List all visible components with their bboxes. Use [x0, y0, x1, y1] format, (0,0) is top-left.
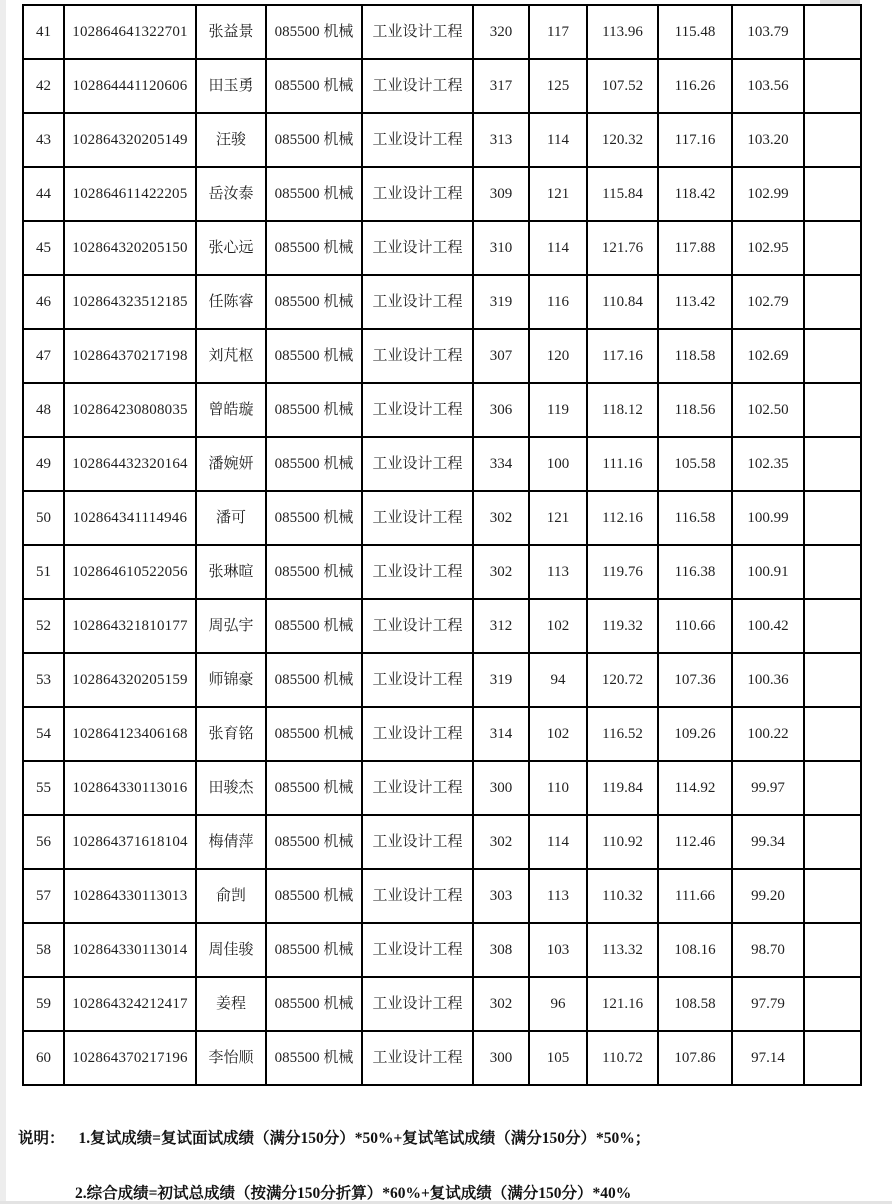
notes-label: 说明： [18, 1130, 65, 1147]
cell-major-name: 工业设计工程 [362, 815, 473, 869]
cell-major-code: 085500 机械 [266, 599, 362, 653]
cell-blank [804, 59, 861, 113]
cell-row-number: 58 [23, 923, 64, 977]
cell-blank [804, 869, 861, 923]
cell-score-5: 100.91 [732, 545, 804, 599]
cell-major-code: 085500 机械 [266, 383, 362, 437]
cell-name: 刘芃枢 [196, 329, 266, 383]
cell-name: 梅倩萍 [196, 815, 266, 869]
cell-score-3: 113.32 [587, 923, 658, 977]
cell-score-2: 121 [529, 491, 587, 545]
cell-blank [804, 977, 861, 1031]
cell-score-2: 120 [529, 329, 587, 383]
note-formula-1: 1.复试成绩=复试面试成绩（满分150分）*50%+复试笔试成绩（满分150分）*50%； [78, 1130, 651, 1147]
cell-name: 田骏杰 [196, 761, 266, 815]
cell-name: 张心远 [196, 221, 266, 275]
cell-score-3: 110.84 [587, 275, 658, 329]
cell-name: 周弘宇 [196, 599, 266, 653]
table-row [23, 59, 861, 113]
note-line-2 [0, 1181, 892, 1203]
cell-score-3: 119.32 [587, 599, 658, 653]
cell-score-5: 102.99 [732, 167, 804, 221]
cell-candidate-id: 102864123406168 [64, 707, 196, 761]
cell-candidate-id: 102864320205159 [64, 653, 196, 707]
cell-blank [804, 275, 861, 329]
cell-major-code: 085500 机械 [266, 761, 362, 815]
cell-score-2: 96 [529, 977, 587, 1031]
cell-score-2: 110 [529, 761, 587, 815]
cell-candidate-id: 102864320205149 [64, 113, 196, 167]
cell-score-4: 118.56 [658, 383, 732, 437]
cell-blank [804, 437, 861, 491]
cell-major-code: 085500 机械 [266, 113, 362, 167]
cell-row-number: 59 [23, 977, 64, 1031]
admission-results-table [22, 4, 862, 1086]
cell-score-3: 121.76 [587, 221, 658, 275]
cell-score-4: 113.42 [658, 275, 732, 329]
cell-blank [804, 1031, 861, 1085]
cell-name: 曾皓璇 [196, 383, 266, 437]
cell-major-code: 085500 机械 [266, 707, 362, 761]
cell-score-1: 309 [473, 167, 529, 221]
cell-blank [804, 545, 861, 599]
cell-score-4: 118.58 [658, 329, 732, 383]
cell-score-1: 314 [473, 707, 529, 761]
cell-candidate-id: 102864323512185 [64, 275, 196, 329]
cell-score-1: 310 [473, 221, 529, 275]
cell-row-number: 60 [23, 1031, 64, 1085]
cell-row-number: 48 [23, 383, 64, 437]
cell-score-2: 103 [529, 923, 587, 977]
table-row [23, 491, 861, 545]
cell-blank [804, 707, 861, 761]
cell-score-2: 100 [529, 437, 587, 491]
notes-section [0, 1126, 892, 1203]
cell-score-1: 319 [473, 275, 529, 329]
cell-score-3: 115.84 [587, 167, 658, 221]
cell-major-name: 工业设计工程 [362, 491, 473, 545]
note-formula-2: 2.综合成绩=初试总成绩（按满分150分折算）*60%+复试成绩（满分150分）*40% [75, 1185, 632, 1202]
table-row [23, 815, 861, 869]
cell-score-5: 99.97 [732, 761, 804, 815]
cell-score-1: 303 [473, 869, 529, 923]
cell-row-number: 42 [23, 59, 64, 113]
cell-major-name: 工业设计工程 [362, 113, 473, 167]
cell-score-2: 114 [529, 815, 587, 869]
cell-name: 张琳暄 [196, 545, 266, 599]
cell-major-code: 085500 机械 [266, 491, 362, 545]
cell-score-2: 102 [529, 599, 587, 653]
table-row [23, 383, 861, 437]
cell-candidate-id: 102864370217196 [64, 1031, 196, 1085]
cell-score-2: 117 [529, 5, 587, 59]
cell-score-4: 112.46 [658, 815, 732, 869]
cell-score-4: 109.26 [658, 707, 732, 761]
cell-score-3: 121.16 [587, 977, 658, 1031]
cell-score-5: 98.70 [732, 923, 804, 977]
table-row [23, 977, 861, 1031]
cell-score-4: 105.58 [658, 437, 732, 491]
cell-major-name: 工业设计工程 [362, 221, 473, 275]
cell-name: 周佳骏 [196, 923, 266, 977]
table-row [23, 761, 861, 815]
cell-score-5: 100.36 [732, 653, 804, 707]
cell-score-3: 110.92 [587, 815, 658, 869]
cell-candidate-id: 102864371618104 [64, 815, 196, 869]
cell-major-code: 085500 机械 [266, 815, 362, 869]
cell-major-code: 085500 机械 [266, 653, 362, 707]
cell-major-code: 085500 机械 [266, 977, 362, 1031]
cell-row-number: 53 [23, 653, 64, 707]
cell-score-4: 108.16 [658, 923, 732, 977]
cell-name: 李怡顺 [196, 1031, 266, 1085]
cell-major-code: 085500 机械 [266, 275, 362, 329]
cell-major-code: 085500 机械 [266, 545, 362, 599]
table-row [23, 707, 861, 761]
cell-row-number: 47 [23, 329, 64, 383]
cell-name: 岳汝泰 [196, 167, 266, 221]
cell-score-5: 102.35 [732, 437, 804, 491]
cell-score-4: 108.58 [658, 977, 732, 1031]
cell-row-number: 52 [23, 599, 64, 653]
cell-score-1: 302 [473, 545, 529, 599]
cell-name: 潘可 [196, 491, 266, 545]
cell-candidate-id: 102864341114946 [64, 491, 196, 545]
cell-score-2: 114 [529, 113, 587, 167]
cell-name: 姜程 [196, 977, 266, 1031]
cell-score-1: 312 [473, 599, 529, 653]
cell-name: 任陈睿 [196, 275, 266, 329]
cell-candidate-id: 102864320205150 [64, 221, 196, 275]
cell-score-5: 99.20 [732, 869, 804, 923]
cell-score-3: 120.72 [587, 653, 658, 707]
cell-major-code: 085500 机械 [266, 221, 362, 275]
table-row [23, 923, 861, 977]
cell-blank [804, 221, 861, 275]
cell-score-5: 102.69 [732, 329, 804, 383]
cell-score-4: 116.26 [658, 59, 732, 113]
cell-major-name: 工业设计工程 [362, 869, 473, 923]
cell-row-number: 57 [23, 869, 64, 923]
cell-score-5: 99.34 [732, 815, 804, 869]
cell-score-4: 118.42 [658, 167, 732, 221]
cell-candidate-id: 102864330113014 [64, 923, 196, 977]
results-table-body [23, 5, 861, 1085]
cell-candidate-id: 102864321810177 [64, 599, 196, 653]
table-row [23, 437, 861, 491]
cell-major-name: 工业设计工程 [362, 599, 473, 653]
cell-name: 田玉勇 [196, 59, 266, 113]
cell-major-name: 工业设计工程 [362, 383, 473, 437]
cell-score-5: 102.95 [732, 221, 804, 275]
table-row [23, 329, 861, 383]
cell-candidate-id: 102864432320164 [64, 437, 196, 491]
cell-major-name: 工业设计工程 [362, 59, 473, 113]
cell-score-3: 113.96 [587, 5, 658, 59]
cell-score-3: 117.16 [587, 329, 658, 383]
table-row [23, 221, 861, 275]
cell-score-4: 116.38 [658, 545, 732, 599]
cell-score-2: 94 [529, 653, 587, 707]
cell-score-3: 119.76 [587, 545, 658, 599]
cell-score-1: 308 [473, 923, 529, 977]
cell-blank [804, 5, 861, 59]
cell-row-number: 55 [23, 761, 64, 815]
cell-score-1: 320 [473, 5, 529, 59]
cell-score-3: 107.52 [587, 59, 658, 113]
cell-score-5: 102.50 [732, 383, 804, 437]
cell-major-code: 085500 机械 [266, 5, 362, 59]
cell-score-5: 100.99 [732, 491, 804, 545]
cell-name: 俞剀 [196, 869, 266, 923]
table-row [23, 653, 861, 707]
cell-major-name: 工业设计工程 [362, 977, 473, 1031]
table-row [23, 167, 861, 221]
cell-major-name: 工业设计工程 [362, 923, 473, 977]
cell-score-5: 103.56 [732, 59, 804, 113]
cell-score-4: 107.86 [658, 1031, 732, 1085]
cell-score-1: 302 [473, 977, 529, 1031]
table-row [23, 599, 861, 653]
cell-major-name: 工业设计工程 [362, 329, 473, 383]
cell-score-1: 319 [473, 653, 529, 707]
cell-score-5: 97.14 [732, 1031, 804, 1085]
cell-blank [804, 491, 861, 545]
cell-major-name: 工业设计工程 [362, 275, 473, 329]
cell-major-code: 085500 机械 [266, 167, 362, 221]
table-row [23, 545, 861, 599]
cell-score-1: 334 [473, 437, 529, 491]
table-row [23, 113, 861, 167]
cell-major-name: 工业设计工程 [362, 1031, 473, 1085]
table-row [23, 275, 861, 329]
cell-score-1: 313 [473, 113, 529, 167]
cell-score-5: 103.79 [732, 5, 804, 59]
cell-score-5: 103.20 [732, 113, 804, 167]
cell-blank [804, 329, 861, 383]
cell-name: 师锦豪 [196, 653, 266, 707]
cell-blank [804, 653, 861, 707]
cell-score-2: 105 [529, 1031, 587, 1085]
table-row [23, 5, 861, 59]
cell-score-5: 100.42 [732, 599, 804, 653]
cell-major-code: 085500 机械 [266, 1031, 362, 1085]
cell-score-2: 113 [529, 869, 587, 923]
cell-blank [804, 923, 861, 977]
cell-blank [804, 761, 861, 815]
cell-major-name: 工业设计工程 [362, 5, 473, 59]
cell-blank [804, 167, 861, 221]
cell-score-4: 107.36 [658, 653, 732, 707]
cell-row-number: 49 [23, 437, 64, 491]
cell-score-1: 300 [473, 1031, 529, 1085]
cell-score-3: 120.32 [587, 113, 658, 167]
table-row [23, 1031, 861, 1085]
page-left-edge [0, 0, 6, 1204]
cell-score-1: 307 [473, 329, 529, 383]
cell-name: 汪骏 [196, 113, 266, 167]
cell-blank [804, 815, 861, 869]
cell-candidate-id: 102864370217198 [64, 329, 196, 383]
cell-candidate-id: 102864641322701 [64, 5, 196, 59]
cell-row-number: 41 [23, 5, 64, 59]
cell-candidate-id: 102864330113013 [64, 869, 196, 923]
cell-score-4: 111.66 [658, 869, 732, 923]
cell-row-number: 44 [23, 167, 64, 221]
cell-row-number: 56 [23, 815, 64, 869]
cell-row-number: 43 [23, 113, 64, 167]
cell-major-name: 工业设计工程 [362, 761, 473, 815]
cell-score-2: 113 [529, 545, 587, 599]
cell-score-3: 116.52 [587, 707, 658, 761]
cell-score-3: 112.16 [587, 491, 658, 545]
cell-major-name: 工业设计工程 [362, 167, 473, 221]
cell-score-2: 114 [529, 221, 587, 275]
cell-score-1: 317 [473, 59, 529, 113]
cell-score-4: 117.16 [658, 113, 732, 167]
cell-name: 张益景 [196, 5, 266, 59]
cell-score-1: 300 [473, 761, 529, 815]
cell-candidate-id: 102864324212417 [64, 977, 196, 1031]
cell-row-number: 54 [23, 707, 64, 761]
cell-score-1: 306 [473, 383, 529, 437]
cell-major-code: 085500 机械 [266, 59, 362, 113]
cell-score-3: 110.72 [587, 1031, 658, 1085]
cell-score-2: 125 [529, 59, 587, 113]
cell-score-2: 102 [529, 707, 587, 761]
cell-score-2: 119 [529, 383, 587, 437]
cell-blank [804, 383, 861, 437]
cell-row-number: 46 [23, 275, 64, 329]
cell-major-name: 工业设计工程 [362, 707, 473, 761]
cell-candidate-id: 102864330113016 [64, 761, 196, 815]
cell-blank [804, 599, 861, 653]
cell-major-name: 工业设计工程 [362, 545, 473, 599]
cell-score-3: 119.84 [587, 761, 658, 815]
cell-score-3: 110.32 [587, 869, 658, 923]
cell-score-4: 117.88 [658, 221, 732, 275]
cell-blank [804, 113, 861, 167]
cell-score-4: 110.66 [658, 599, 732, 653]
cell-score-5: 102.79 [732, 275, 804, 329]
cell-candidate-id: 102864611422205 [64, 167, 196, 221]
cell-candidate-id: 102864610522056 [64, 545, 196, 599]
cell-major-name: 工业设计工程 [362, 437, 473, 491]
cell-score-4: 115.48 [658, 5, 732, 59]
cell-major-name: 工业设计工程 [362, 653, 473, 707]
cell-score-4: 114.92 [658, 761, 732, 815]
cell-score-5: 97.79 [732, 977, 804, 1031]
cell-score-2: 116 [529, 275, 587, 329]
table-row [23, 869, 861, 923]
cell-score-3: 118.12 [587, 383, 658, 437]
cell-row-number: 45 [23, 221, 64, 275]
cell-score-3: 111.16 [587, 437, 658, 491]
cell-name: 潘婉妍 [196, 437, 266, 491]
cell-major-code: 085500 机械 [266, 869, 362, 923]
cell-score-5: 100.22 [732, 707, 804, 761]
note-line-1 [0, 1126, 892, 1148]
cell-major-code: 085500 机械 [266, 329, 362, 383]
cell-row-number: 51 [23, 545, 64, 599]
cell-row-number: 50 [23, 491, 64, 545]
cell-candidate-id: 102864230808035 [64, 383, 196, 437]
cell-score-1: 302 [473, 491, 529, 545]
cell-candidate-id: 102864441120606 [64, 59, 196, 113]
cell-score-1: 302 [473, 815, 529, 869]
cell-score-2: 121 [529, 167, 587, 221]
cell-major-code: 085500 机械 [266, 923, 362, 977]
cell-name: 张育铭 [196, 707, 266, 761]
cell-score-4: 116.58 [658, 491, 732, 545]
cell-major-code: 085500 机械 [266, 437, 362, 491]
